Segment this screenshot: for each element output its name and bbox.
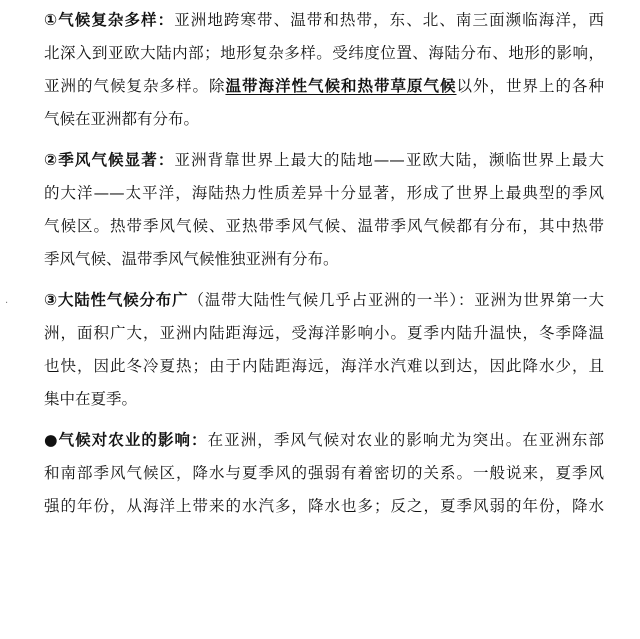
text-line (44, 70, 604, 103)
text-span: 亚洲地跨寒带、温带和热带，东、北、南三面濒临海洋，西 (174, 11, 604, 29)
text-line: 北深入到亚欧大陆内部；地形复杂多样。受纬度位置、海陆分布、地形的影响， (44, 44, 604, 62)
text-line (44, 144, 604, 177)
text-line: 的大洋——太平洋，海陆热力性质差异十分显著，形成了世界上最典型的季风 (44, 184, 604, 202)
section-heading: ●气候对农业的影响： (44, 431, 208, 449)
stray-mark: · (5, 298, 9, 309)
text-span: 亚洲背靠世界上最大的陆地——亚欧大陆，濒临世界上最大 (174, 151, 604, 169)
text-line: 气候在亚洲都有分布。 (44, 110, 200, 128)
text-line: 集中在夏季。 (44, 390, 138, 408)
text-span: （温带大陆性气候几乎占亚洲的一半）：亚洲为世界第一大 (188, 291, 604, 309)
section-heading: ②季风气候显著： (44, 151, 175, 169)
emphasized-text: 温带海洋性气候和热带草原气候 (225, 77, 457, 95)
text-line (44, 284, 604, 317)
paragraph-agriculture-impact (44, 424, 604, 523)
text-span: 以外，世界上的各种 (456, 77, 604, 95)
text-line: 强的年份，从海洋上带来的水汽多，降水也多；反之，夏季风弱的年份，降水 (44, 497, 604, 515)
paragraph-gap (44, 416, 604, 424)
section-heading: ③大陆性气候分布广 (44, 291, 189, 309)
text-span: 亚洲的气候复杂多样。除 (44, 77, 226, 95)
text-line (44, 424, 604, 457)
text-line: 和南部季风气候区，降水与夏季风的强弱有着密切的关系。一般说来，夏季风 (44, 464, 604, 482)
text-line: 季风气候、温带季风气候惟独亚洲有分布。 (44, 250, 339, 268)
text-span: 在亚洲，季风气候对农业的影响尤为突出。在亚洲东部 (207, 431, 604, 449)
paragraph-continental-climate (44, 284, 604, 416)
paragraph-gap (44, 276, 604, 284)
paragraph-monsoon-climate (44, 144, 604, 276)
text-line: 气候区。热带季风气候、亚热带季风气候、温带季风气候都有分布，其中热带 (44, 217, 604, 235)
text-line: 也快，因此冬冷夏热；由于内陆距海远，海洋水汽难以到达，因此降水少，且 (44, 357, 604, 375)
paragraph-climate-diversity (44, 0, 604, 136)
section-heading: ①气候复杂多样： (44, 11, 175, 29)
text-line (44, 4, 604, 37)
document-page (44, 0, 604, 523)
text-line: 洲，面积广大，亚洲内陆距海远，受海洋影响小。夏季内陆升温快，冬季降温 (44, 324, 604, 342)
paragraph-gap (44, 136, 604, 144)
